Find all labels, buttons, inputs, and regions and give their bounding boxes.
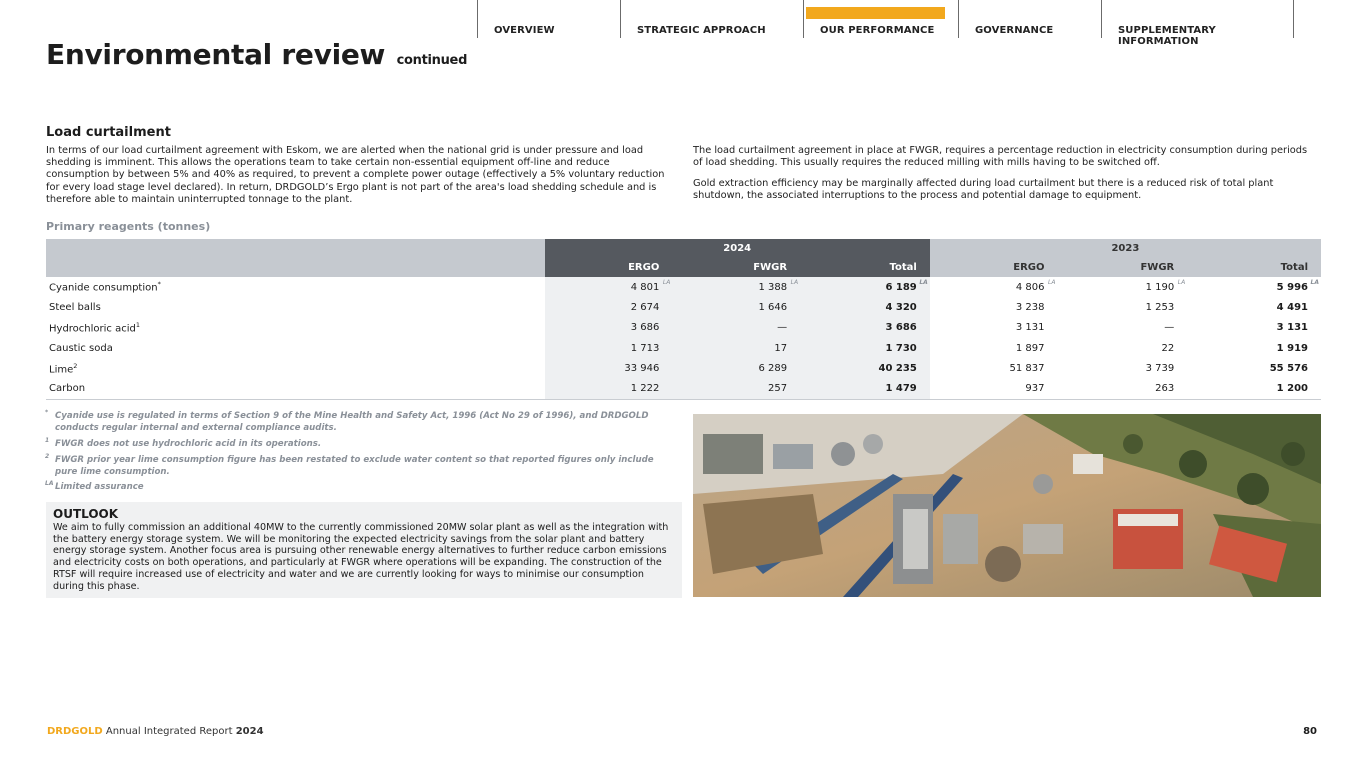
nav-tab-our-performance[interactable] <box>803 0 958 38</box>
table-row <box>46 378 1321 399</box>
cell-value: 22 <box>1161 342 1175 354</box>
footnote <box>46 482 676 494</box>
cell-value: 3 131 <box>1276 322 1308 334</box>
row-label-text: Steel balls <box>49 301 101 313</box>
table-cell <box>1187 277 1321 297</box>
cell-value: 1 730 <box>885 342 917 354</box>
cell-value: 6 289 <box>758 362 788 374</box>
row-label-text: Cyanide consumption <box>49 282 158 294</box>
footnote-text: FWGR prior year lime consumption figure has been restated to exclude water content so that reported figures only include pure lime consumption. <box>55 455 654 477</box>
nav-tab-label: OVERVIEW <box>494 25 555 36</box>
table-cell <box>672 358 800 378</box>
cell-value: 33 946 <box>624 362 660 374</box>
cell-value: 51 837 <box>1009 362 1045 374</box>
nav-tab-label: SUPPLEMENTARY INFORMATION <box>1118 25 1216 47</box>
cell-value: 4 801 <box>630 281 660 293</box>
cell-value: 6 189 <box>885 281 917 293</box>
cell-value: 1 646 <box>758 301 788 313</box>
table-cell <box>545 378 673 399</box>
table-cell <box>1058 338 1188 358</box>
footnote <box>46 411 676 434</box>
table-cell <box>930 378 1058 399</box>
outlook-box <box>46 502 682 598</box>
table-cell <box>1187 297 1321 317</box>
table-cell <box>1187 378 1321 399</box>
col-header: FWGR <box>672 258 800 277</box>
col-header: Total <box>800 258 930 277</box>
row-label <box>46 297 545 317</box>
cell-value: 263 <box>1155 383 1175 395</box>
reagents-table <box>46 239 1321 400</box>
row-label-text: Hydrochloric acid <box>49 323 136 335</box>
table-cell <box>1058 378 1188 399</box>
cell-value: — <box>1164 322 1175 334</box>
table-cell <box>800 318 930 338</box>
footnote-text: Limited assurance <box>55 482 144 492</box>
col-header: FWGR <box>1058 258 1188 277</box>
table-cell <box>930 338 1058 358</box>
table-cell <box>545 297 673 317</box>
cell-value: 4 491 <box>1276 301 1308 313</box>
cell-value: 1 200 <box>1276 383 1308 395</box>
page-number: 80 <box>1303 726 1317 737</box>
footer-brand: DRDGOLD <box>47 726 103 737</box>
cell-value: 1 222 <box>630 383 660 395</box>
table-cell <box>1187 318 1321 338</box>
table-cell <box>800 297 930 317</box>
row-label <box>46 358 545 378</box>
footnote-text: Cyanide use is regulated in terms of Section 9 of the Mine Health and Safety Act, 1996 (Act No 29 of 1996), and DRDGOLD conducts regular internal and external compliance audits. <box>55 411 649 433</box>
footnote-ref: 1 <box>135 321 140 330</box>
table-row <box>46 318 1321 338</box>
table-cell <box>545 318 673 338</box>
footnote-mark: 2 <box>45 453 50 460</box>
header-year-2023: 2023 <box>930 239 1321 258</box>
cell-value: — <box>777 322 788 334</box>
table-cell <box>672 297 800 317</box>
row-label <box>46 378 545 399</box>
top-nav <box>477 0 1294 47</box>
col-header: ERGO <box>930 258 1058 277</box>
table-cell <box>930 358 1058 378</box>
table-cell <box>1058 318 1188 338</box>
table-cell <box>545 338 673 358</box>
header-blank <box>46 239 545 258</box>
table-column-header <box>46 258 1321 277</box>
table-cell <box>800 277 930 297</box>
table-cell <box>800 378 930 399</box>
cell-value: 2 674 <box>630 301 660 313</box>
table-cell <box>1187 338 1321 358</box>
footer-year: 2024 <box>235 726 264 737</box>
outlook-body: We aim to fully commission an additional 40MW to the currently commissioned 20MW solar plant as well as the integration with the battery energy storage system. We will be monitoring the expected electricity savings from the solar plant and battery energy storage system. Another focus area is pursuing other renewable energy alternatives to further reduce carbon emissions and electricity costs on both operations, and particularly at FWGR where operations will be expanding. The construction of the RTSF will require increased use of electricity and water and we are currently looking for ways to minimise our consumption during this phase. <box>53 522 669 592</box>
table-cell <box>800 338 930 358</box>
nav-tab-supplementary-information[interactable] <box>1101 0 1294 47</box>
footnote-mark: * <box>45 409 49 416</box>
table-cell <box>1058 277 1188 297</box>
footnote-ref: 2 <box>73 361 78 370</box>
cell-value: 3 686 <box>885 322 917 334</box>
limited-assurance-mark: LA <box>1310 279 1319 286</box>
cell-value: 3 686 <box>630 322 660 334</box>
footnote-mark: LA <box>45 480 54 487</box>
page-title-suffix: continued <box>396 53 468 68</box>
cell-value: 1 253 <box>1145 301 1175 313</box>
cell-value: 1 190 <box>1145 281 1175 293</box>
limited-assurance-mark: LA <box>790 279 799 286</box>
cell-value: 3 238 <box>1015 301 1045 313</box>
active-tab-indicator <box>806 7 945 19</box>
cell-value: 55 576 <box>1269 362 1308 374</box>
cell-value: 1 713 <box>630 342 660 354</box>
table-row <box>46 338 1321 358</box>
footnote-text: FWGR does not use hydrochloric acid in its operations. <box>55 439 322 449</box>
row-label-text: Carbon <box>49 383 86 395</box>
table-cell <box>930 318 1058 338</box>
outlook-heading: OUTLOOK <box>53 507 119 521</box>
table-body <box>46 277 1321 399</box>
nav-tab-label: GOVERNANCE <box>975 25 1054 36</box>
aerial-plant-illustration <box>693 414 1321 597</box>
cell-value: 1 897 <box>1015 342 1045 354</box>
page-title <box>46 38 467 71</box>
row-label <box>46 277 545 297</box>
right-paragraph-1: The load curtailment agreement in place at FWGR, requires a percentage reduction in electricity consumption during periods of load shedding. This usually requires the reduced milling with mills having to be switched off. <box>693 145 1308 169</box>
cell-value: 17 <box>774 342 788 354</box>
cell-value: 40 235 <box>878 362 917 374</box>
table-cell <box>545 277 673 297</box>
aerial-plant-photo <box>693 414 1321 597</box>
nav-tab-label: STRATEGIC APPROACH <box>637 25 766 36</box>
nav-tab-governance[interactable] <box>958 0 1101 38</box>
cell-value: 3 131 <box>1015 322 1045 334</box>
table-cell <box>1187 358 1321 378</box>
row-label-text: Caustic soda <box>49 342 113 354</box>
left-paragraph: In terms of our load curtailment agreement with Eskom, we are alerted when the national grid is under pressure and load shedding is imminent. This allows the operations team to take certain non-essential equipment off-line and reduce consumption by between 5% and 40% as required, to prevent a complete power outage (effectively a 5% voluntary reduction for every load stage level declared). In return, DRDGOLD’s Ergo plant is not part of the area's load shedding schedule and is therefore able to maintain uninterrupted tonnage to the plant. <box>46 145 665 205</box>
table-cell <box>800 358 930 378</box>
nav-tab-overview[interactable] <box>477 0 620 38</box>
page-title-text: Environmental review <box>46 38 386 71</box>
table-cell <box>545 358 673 378</box>
cell-value: 1 479 <box>885 383 917 395</box>
limited-assurance-mark: LA <box>1048 279 1056 286</box>
cell-value: 5 996 <box>1276 281 1308 293</box>
table-cell <box>1058 358 1188 378</box>
table-year-header <box>46 239 1321 258</box>
table-row <box>46 297 1321 317</box>
nav-tab-label: OUR PERFORMANCE <box>820 25 935 36</box>
cell-value: 257 <box>767 383 788 395</box>
footnote <box>46 439 676 451</box>
table-row <box>46 358 1321 378</box>
table-cell <box>930 297 1058 317</box>
row-label <box>46 338 545 358</box>
footer-report-name <box>47 726 264 737</box>
table-title: Primary reagents (tonnes) <box>46 220 211 233</box>
row-label <box>46 318 545 338</box>
cell-value: 937 <box>1025 383 1045 395</box>
table-cell <box>672 378 800 399</box>
footnote-ref: * <box>157 280 161 289</box>
cell-value: 1 388 <box>758 281 788 293</box>
footnote <box>46 455 676 478</box>
cell-value: 4 320 <box>885 301 917 313</box>
limited-assurance-mark: LA <box>662 279 671 286</box>
table-row <box>46 277 1321 297</box>
cell-value: 3 739 <box>1145 362 1175 374</box>
cell-value: 1 919 <box>1276 342 1308 354</box>
limited-assurance-mark: LA <box>1177 279 1186 286</box>
header-year-2024: 2024 <box>545 239 930 258</box>
nav-tab-strategic-approach[interactable] <box>620 0 803 38</box>
table-cell <box>1058 297 1188 317</box>
footnote-mark: 1 <box>45 437 50 444</box>
table-cell <box>930 277 1058 297</box>
table-cell <box>672 277 800 297</box>
footer-report: Annual Integrated Report <box>105 726 233 737</box>
col-header: ERGO <box>545 258 673 277</box>
right-paragraph-2: Gold extraction efficiency may be marginally affected during load curtailment but there is a reduced risk of total plant shutdown, the associated interruptions to the process and potential damage to equipment. <box>693 178 1274 202</box>
limited-assurance-mark: LA <box>919 279 928 286</box>
row-label-text: Lime <box>49 364 74 375</box>
table-cell <box>672 318 800 338</box>
table-cell <box>672 338 800 358</box>
cell-value: 4 806 <box>1015 281 1045 293</box>
header-blank <box>46 258 545 277</box>
section-heading: Load curtailment <box>46 125 171 140</box>
col-header: Total <box>1187 258 1321 277</box>
